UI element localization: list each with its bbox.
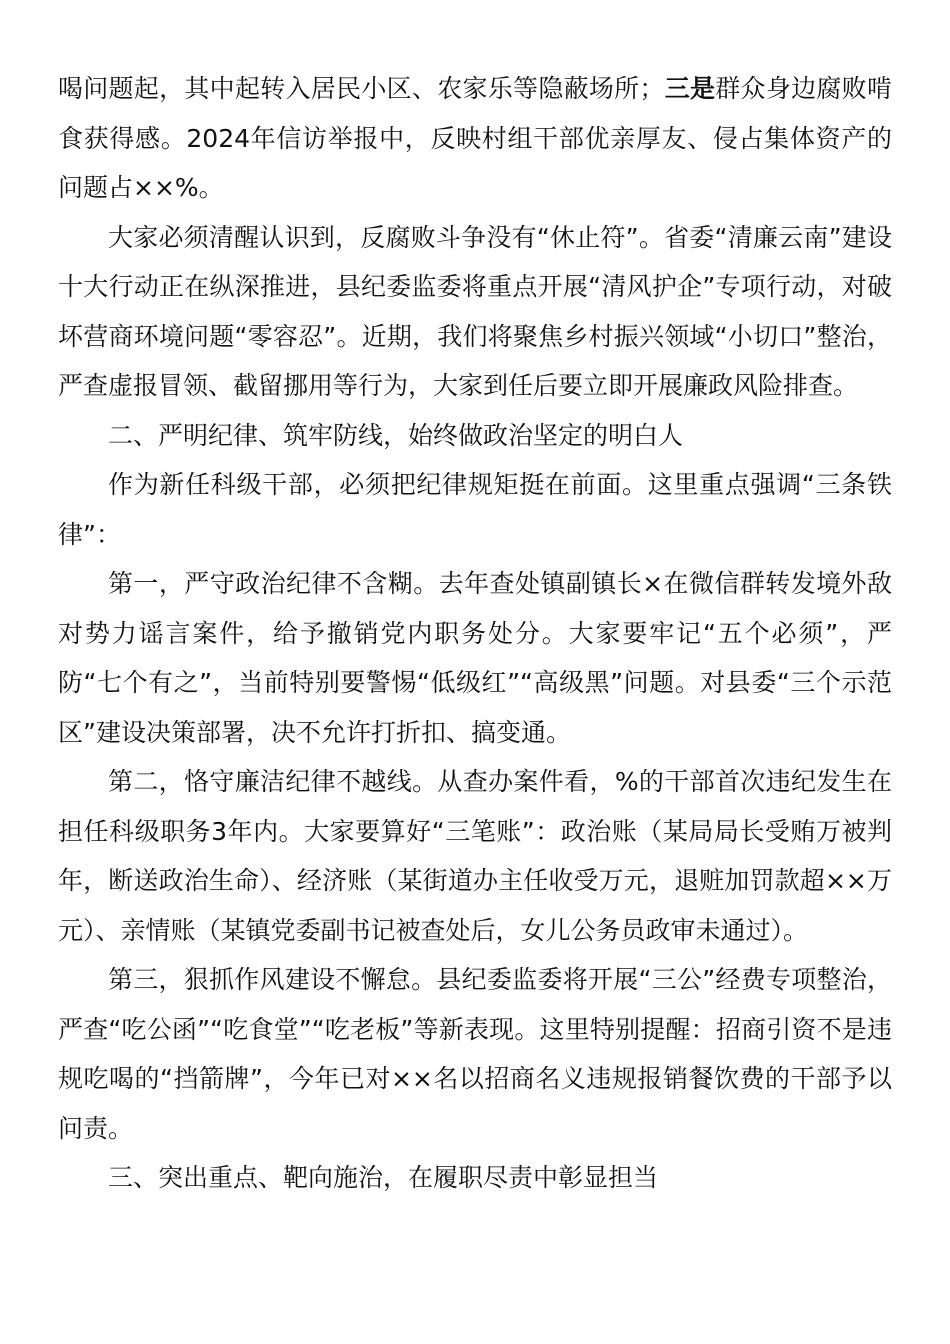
- paragraph-political-discipline: 第一，严守政治纪律不含糊。去年查处镇副镇长×在微信群转发境外敌对势力谣言案件，给予撤销党内职务处分。大家要牢记“五个必须”，严防“七个有之”，当前特别要警惕“低级红”“高级黑”问题。对县委“三个示范区”建设决策部署，决不允许打折扣、搞变通。: [58, 569, 892, 747]
- paragraph-text: 群众身边腐败啃食获得感。2024年信访举报中，反映村组干部优亲厚友、侵占集体资产的问题占××%。: [58, 74, 892, 202]
- paragraph-iron-rules-intro: 作为新任科级干部，必须把纪律规矩挺在前面。这里重点强调“三条铁律”：: [58, 470, 892, 549]
- section-heading-three: 三、突出重点、靶向施治，在履职尽责中彰显担当: [108, 1163, 659, 1192]
- paragraph-continued: [58, 64, 892, 213]
- bold-marker: 三是: [664, 74, 716, 103]
- section-heading-two: 二、严明纪律、筑牢防线，始终做政治坚定的明白人: [108, 420, 684, 450]
- paragraph-text: 喝问题起，其中起转入居民小区、农家乐等隐蔽场所；: [58, 74, 665, 103]
- paragraph-work-style: 第三，狠抓作风建设不懈怠。县纪委监委将开展“三公”经费专项整治，严查“吃公函”“吃食堂”“吃老板”等新表现。这里特别提醒：招商引资不是违规吃喝的“挡箭牌”，今年已对××名以招商名义违规报销餐饮费的干部予以问责。: [58, 965, 892, 1143]
- paragraph-integrity-discipline: 第二，恪守廉洁纪律不越线。从查办案件看，%的干部首次违纪发生在担任科级职务3年内。大家要算好“三笔账”：政治账（某局局长受贿万被判年，断送政治生命）、经济账（某街道办主任收受万元，退赃加罚款超××万元）、亲情账（某镇党委副书记被查处后，女儿公务员政审未通过）。: [58, 767, 892, 945]
- paragraph-anticorruption: 大家必须清醒认识到，反腐败斗争没有“休止符”。省委“清廉云南”建设十大行动正在纵深推进，县纪委监委将重点开展“清风护企”专项行动，对破坏营商环境问题“零容忍”。近期，我们将聚焦乡村振兴领域“小切口”整治，严查虚报冒领、截留挪用等行为，大家到任后要立即开展廉政风险排查。: [58, 222, 892, 400]
